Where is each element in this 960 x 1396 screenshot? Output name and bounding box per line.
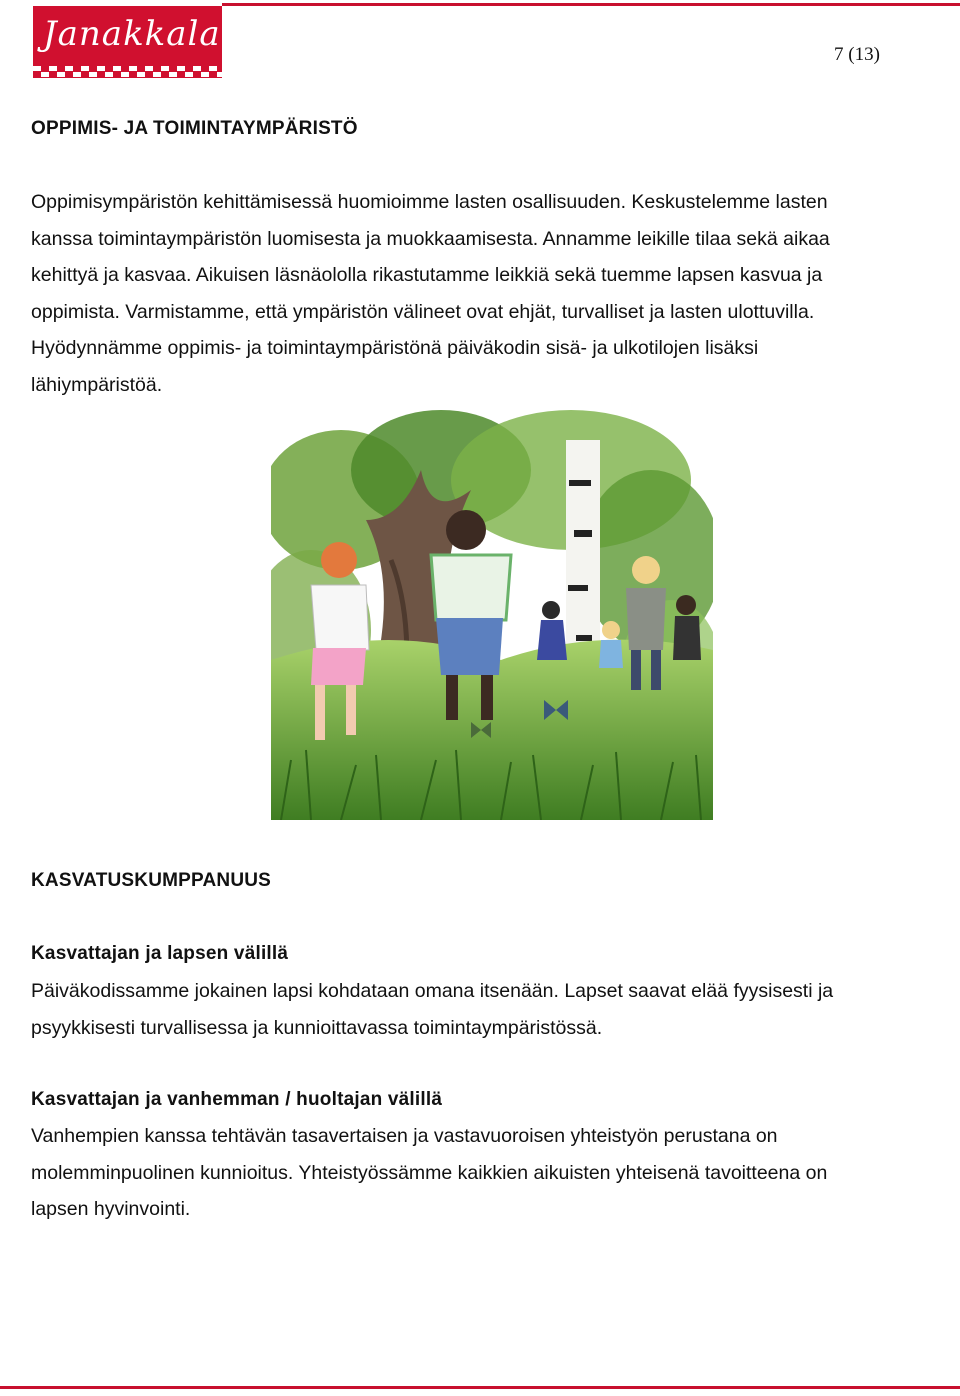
paragraph-line: kehittyä ja kasvaa. Aikuisen läsnäololla rikastutamme leikkiä sekä tuemme lapsen kasvua ja	[31, 264, 823, 286]
paragraph-line: molemminpuolinen kunnioitus. Yhteistyössämme kaikkien aikuisten yhteisenä tavoitteena on	[31, 1161, 828, 1184]
paragraph-line: lapsen hyvinvointi.	[31, 1198, 191, 1220]
subheading-educator-guardian: Kasvattajan ja vanhemman / huoltajan välillä	[31, 1089, 443, 1110]
page-number: 7 (13)	[834, 44, 880, 65]
footer-rule	[0, 1386, 960, 1389]
paragraph-line: psyykkisesti turvallisessa ja kunnioittavassa toimintaympäristössä.	[31, 1016, 603, 1039]
paragraph-line: oppimista. Varmistamme, että ympäristön välineet ovat ehjät, turvalliset ja lasten ulottuvilla.	[31, 300, 815, 323]
janakkala-logo	[33, 6, 222, 78]
paragraph-line: Vanhempien kanssa tehtävän tasavertaisen ja vastavuoroisen yhteistyön perustana on	[31, 1125, 778, 1147]
paragraph-line: Hyödynnämme oppimis- ja toimintaympäristönä päiväkodin sisä- ja ulkotilojen lisäksi	[31, 337, 759, 359]
section-heading-partnership: KASVATUSKUMPPANUUS	[31, 870, 272, 891]
header-rule	[222, 3, 960, 6]
section-heading-learning-environment: OPPIMIS- JA TOIMINTAYMPÄRISTÖ	[31, 118, 358, 139]
logo-text: Janakkala	[43, 14, 221, 54]
children-playing-in-forest-illustration	[271, 410, 713, 820]
logo-pattern	[33, 66, 222, 78]
paragraph-line: Päiväkodissamme jokainen lapsi kohdataan omana itsenään. Lapset saavat elää fyysisesti ja	[31, 980, 834, 1002]
paragraph-line: kanssa toimintaympäristön luomisesta ja muokkaamisesta. Annamme leikille tilaa sekä aikaa	[31, 227, 830, 250]
learning-environment-paragraph	[31, 184, 911, 403]
paragraph-line: lähiympäristöä.	[31, 373, 163, 396]
subheading-educator-child: Kasvattajan ja lapsen välillä	[31, 943, 289, 964]
paragraph-line: Oppimisympäristön kehittämisessä huomioimme lasten osallisuuden. Keskustelemme lasten	[31, 191, 828, 213]
educator-guardian-paragraph	[31, 1118, 911, 1228]
educator-child-paragraph	[31, 973, 911, 1046]
